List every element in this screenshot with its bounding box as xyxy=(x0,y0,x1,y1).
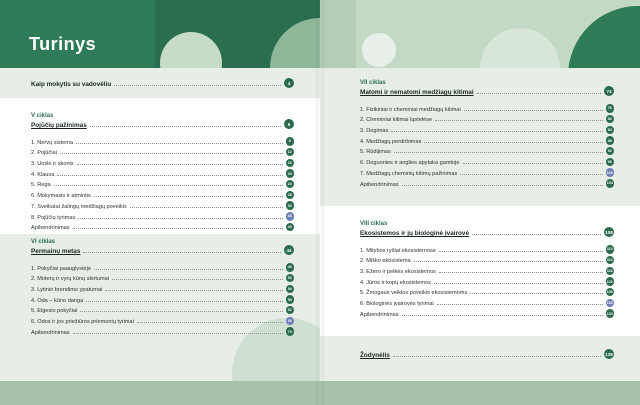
toc-entry-label: 3. Uoslė ir skonis xyxy=(31,161,74,168)
page-number-badge: 58 xyxy=(286,295,295,304)
book-gutter xyxy=(316,0,324,405)
page-number-badge: 80 xyxy=(606,115,615,124)
page-number-badge: 20 xyxy=(286,169,295,178)
toc-entry[interactable] xyxy=(31,272,294,283)
toc-entry-label: 7. Sveikatai žalingų medžiagų poveikis xyxy=(31,203,127,210)
page-number-badge: 4 xyxy=(284,78,294,88)
page-number-badge: 50 xyxy=(286,274,295,283)
toc-entry[interactable] xyxy=(360,307,614,318)
glossary-panel xyxy=(320,336,640,381)
toc-entry-label: 1. Nervų sistema xyxy=(31,139,73,146)
toc-entry-label: Apibendrinimas xyxy=(360,181,399,188)
toc-entry-label: 5. Rega xyxy=(31,182,51,189)
page-number-badge: 118 xyxy=(606,267,615,276)
toc-entry-label: 1. Mitybos ryšiai ekosistemose xyxy=(360,247,436,254)
section-heading[interactable]: Matomi ir nematomi medžiagų kitimai 74 xyxy=(360,86,614,96)
toc-entry[interactable] xyxy=(31,178,294,189)
toc-entry[interactable] xyxy=(360,296,614,307)
toc-entry-label: 4. Jūros ir kopų ekosistemos xyxy=(360,279,431,286)
footer-band xyxy=(320,381,640,405)
toc-entry[interactable] xyxy=(31,199,294,210)
toc-entry-label: 6. Mokymasis ir atmintis xyxy=(31,193,91,200)
section-viii xyxy=(320,206,640,336)
page-number-badge: 62 xyxy=(286,306,295,315)
toc-entry[interactable] xyxy=(360,286,614,297)
toc-entry[interactable] xyxy=(31,304,294,315)
toc-entry-label: 4. Klausa xyxy=(31,171,55,178)
page-number-badge: 32 xyxy=(286,201,295,210)
page-number-badge: 44 xyxy=(284,245,294,255)
toc-entry[interactable] xyxy=(360,123,614,134)
footer-band xyxy=(0,381,320,405)
page-number-badge: 108 xyxy=(604,227,614,237)
page-number-badge: 8 xyxy=(286,137,295,146)
page-number-badge: 84 xyxy=(606,126,615,135)
section-heading[interactable]: Pojūčių pažinimas 6 xyxy=(31,119,294,129)
section-heading[interactable]: Permainų metas 44 xyxy=(31,245,294,255)
page-number-badge: 100 xyxy=(606,168,615,177)
toc-entry[interactable] xyxy=(31,261,294,272)
toc-entry-label: 3. Degimas xyxy=(360,128,389,135)
section-vi xyxy=(0,234,320,381)
page-number-badge: 104 xyxy=(606,179,615,188)
page-number-badge: 6 xyxy=(284,119,294,129)
page-number-badge: 114 xyxy=(606,256,615,265)
page-number-badge: 46 xyxy=(286,263,295,272)
cycle-label: V ciklas xyxy=(31,113,54,119)
toc-entry[interactable] xyxy=(360,254,614,265)
toc-entry[interactable] xyxy=(360,145,614,156)
toc-entry[interactable] xyxy=(31,282,294,293)
toc-entry[interactable] xyxy=(31,325,294,336)
page-number-badge: 76 xyxy=(606,104,615,113)
toc-entry-label: 4. Oda – kūno danga xyxy=(31,297,84,304)
page-number-badge: 130 xyxy=(606,299,615,308)
right-header xyxy=(320,0,640,68)
decor-circle xyxy=(480,28,560,68)
toc-entry-label: 5. Rūdijimas xyxy=(360,149,391,156)
toc-entry-label: 2. Pojūčiai xyxy=(31,150,57,157)
page-title: Turinys xyxy=(29,34,97,54)
page-number-badge: 54 xyxy=(286,285,295,294)
page-number-badge: 74 xyxy=(604,86,614,96)
toc-entry-label: 2. Moterų ir vyrų kūnų skirtumai xyxy=(31,276,110,283)
intro-panel xyxy=(0,68,320,98)
toc-entry-label: 2. Cheminiai kitimai ląstelėse xyxy=(360,117,433,124)
section-vii xyxy=(320,68,640,206)
page-number-badge: 126 xyxy=(606,288,615,297)
toc-entry[interactable] xyxy=(31,221,294,232)
section-heading[interactable]: Ekosistemos ir jų biologinė įvairovė 108 xyxy=(360,227,614,237)
decor-circle xyxy=(568,6,640,68)
toc-entry-label: 1. Pokyčiai paauglystėje xyxy=(31,265,92,272)
toc-entry-label: 8. Pojūčių tyrimas xyxy=(31,214,76,221)
toc-entry-label: 6. Odos ir jos priežiūros priemonių tyrimai xyxy=(31,319,134,326)
page-number-badge: 110 xyxy=(606,245,615,254)
toc-entry[interactable] xyxy=(360,166,614,177)
toc-entry-label: 6. Biologinės įvairovės tyrimai xyxy=(360,301,434,308)
page-number-badge: 138 xyxy=(604,349,614,359)
page-number-badge: 96 xyxy=(606,158,615,167)
toc-entry[interactable] xyxy=(360,134,614,145)
toc-entry-label: 3. Ežero ir pelkės ekosistemos xyxy=(360,269,436,276)
header-block xyxy=(320,0,356,68)
toc-entry[interactable] xyxy=(360,243,614,254)
toc-entry[interactable] xyxy=(31,135,294,146)
toc-entry-label: Apibendrinimas xyxy=(360,311,399,318)
page-number-badge: 88 xyxy=(606,136,615,145)
toc-entry-label: 2. Miško ekosistema xyxy=(360,258,411,265)
toc-entry-label: 3. Lytinio brendimo ypatumai xyxy=(31,287,103,294)
toc-entry-label: 1. Fizikiniai ir cheminiai medžiagų kitimai xyxy=(360,106,461,113)
toc-entry-label: Apibendrinimas xyxy=(31,225,70,232)
toc-entry[interactable] xyxy=(360,155,614,166)
page-number-badge: 66 xyxy=(286,317,295,326)
page-number-badge: 122 xyxy=(606,277,615,286)
toc-entry-glossary[interactable]: Žodynėlis 138 xyxy=(360,349,614,359)
left-header xyxy=(0,0,320,68)
toc-entry[interactable] xyxy=(31,146,294,157)
toc-entry-label: 7. Medžiagų cheminių kitimų pažinimas xyxy=(360,170,458,177)
toc-entry[interactable] xyxy=(360,177,614,188)
toc-entry[interactable] xyxy=(360,102,614,113)
toc-entry-label: 5. Žmogaus veiklos poveikis ekosistemoms xyxy=(360,290,468,297)
toc-entry-label: 4. Medžiagų perdirbimas xyxy=(360,138,422,145)
section-v xyxy=(0,98,320,234)
toc-entry[interactable] xyxy=(31,293,294,304)
cycle-label: VII ciklas xyxy=(360,80,386,86)
cycle-label: VIII ciklas xyxy=(360,221,388,227)
toc-entry[interactable] xyxy=(31,314,294,325)
page-number-badge: 40 xyxy=(286,223,295,232)
toc-entry[interactable] xyxy=(360,264,614,275)
page-number-badge: 134 xyxy=(606,309,615,318)
decor-circle xyxy=(362,33,396,67)
right-page xyxy=(320,0,640,405)
page-number-badge: 28 xyxy=(286,191,295,200)
toc-entry-label: 6. Deguonies ir anglies apytaka gamtoje xyxy=(360,160,460,167)
toc-entry-label: Apibendrinimas xyxy=(31,329,70,336)
page-number-badge: 24 xyxy=(286,180,295,189)
toc-entry-intro[interactable]: Kaip mokytis su vadovėliu 4 xyxy=(31,78,294,88)
page-number-badge: 12 xyxy=(286,148,295,157)
page-number-badge: 70 xyxy=(286,327,295,336)
toc-entry[interactable] xyxy=(360,275,614,286)
toc-entry[interactable] xyxy=(31,210,294,221)
page-number-badge: 92 xyxy=(606,147,615,156)
toc-entry[interactable] xyxy=(31,188,294,199)
toc-entry[interactable] xyxy=(31,156,294,167)
page-number-badge: 36 xyxy=(286,212,295,221)
cycle-label: VI ciklas xyxy=(31,239,56,245)
toc-entry[interactable] xyxy=(360,113,614,124)
toc-entry[interactable] xyxy=(31,167,294,178)
page-number-badge: 16 xyxy=(286,159,295,168)
toc-entry-label: 5. Elgesio pokyčiai xyxy=(31,308,78,315)
